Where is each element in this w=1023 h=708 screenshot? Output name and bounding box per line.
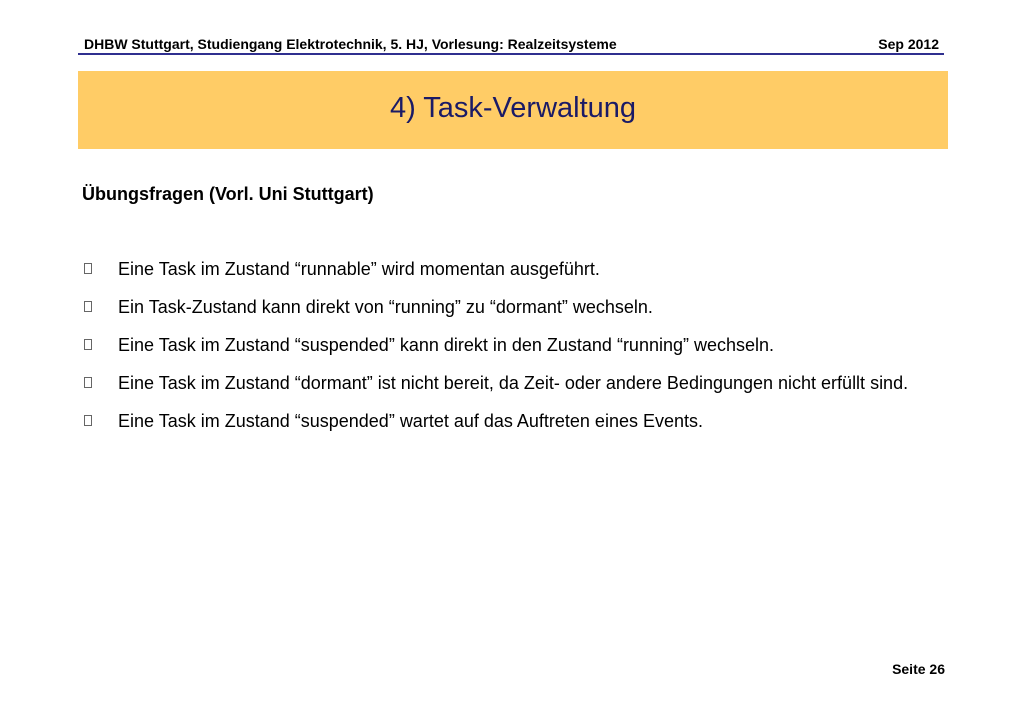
list-item-text: Eine Task im Zustand “runnable” wird momentan ausgeführt. <box>118 259 600 279</box>
square-bullet-icon <box>84 301 92 312</box>
list-item-text: Eine Task im Zustand “suspended” kann direkt in den Zustand “running” wechseln. <box>118 335 775 355</box>
list-item <box>82 364 962 402</box>
section-heading: Übungsfragen (Vorl. Uni Stuttgart) <box>82 184 374 204</box>
page-number: Seite 26 <box>892 661 945 677</box>
header-title: DHBW Stuttgart, Studiengang Elektrotechnik, 5. HJ, Vorlesung: Realzeitsysteme <box>84 36 617 52</box>
list-item-text: Ein Task-Zustand kann direkt von “running” zu “dormant” wechseln. <box>118 297 653 317</box>
header-divider <box>78 53 944 55</box>
title-band <box>78 71 948 149</box>
square-bullet-icon <box>84 377 92 388</box>
square-bullet-icon <box>84 263 92 274</box>
list-item-text: Eine Task im Zustand “suspended” wartet auf das Auftreten eines Events. <box>118 411 703 431</box>
list-item <box>82 288 962 326</box>
square-bullet-icon <box>84 415 92 426</box>
list-item <box>82 402 962 440</box>
bullet-list <box>82 250 962 440</box>
square-bullet-icon <box>84 339 92 350</box>
list-item <box>82 326 962 364</box>
list-item-text: Eine Task im Zustand “dormant” ist nicht bereit, da Zeit- oder andere Bedingungen nicht erfüllt sind. <box>118 373 909 393</box>
slide-title: 4) Task-Verwaltung <box>389 91 637 124</box>
list-item <box>82 250 962 288</box>
header-date: Sep 2012 <box>878 36 939 52</box>
